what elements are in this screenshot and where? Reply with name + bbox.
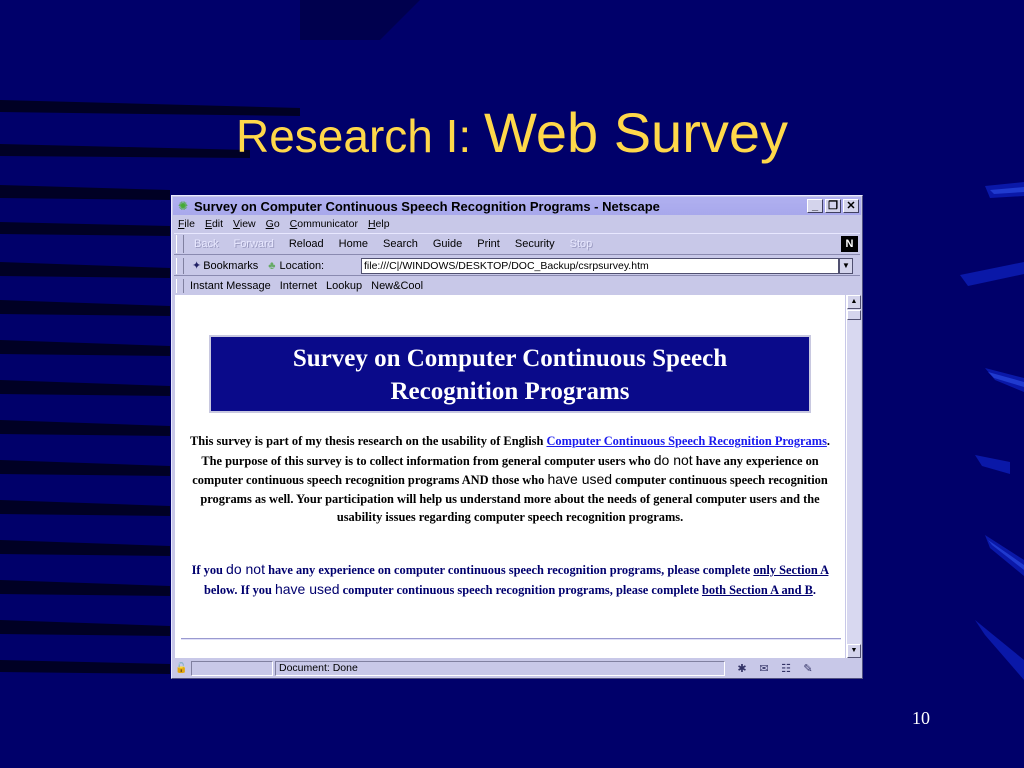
instr-text-e: . (812, 582, 816, 597)
menu-edit[interactable]: Edit (204, 218, 224, 230)
restore-button[interactable]: ❐ (825, 199, 841, 213)
component-bar (731, 662, 819, 675)
menu-help[interactable]: Help (367, 218, 390, 230)
search-button[interactable]: Search (383, 238, 418, 250)
instr-text-a: If you (191, 563, 227, 577)
intro-have-used: have used (547, 471, 613, 487)
home-button[interactable]: Home (338, 238, 369, 250)
personal-toolbar (174, 277, 860, 294)
horizontal-rule (181, 638, 841, 640)
instr-have-used: have used (274, 580, 340, 597)
location-label: Location: (279, 259, 325, 272)
toolbar-grip[interactable] (176, 258, 184, 274)
banner-line-2: Recognition Programs (390, 378, 630, 405)
status-bar (174, 660, 860, 677)
back-button[interactable]: Back (194, 238, 219, 250)
intro-text-d: computer continuous speech recognition programs as well. Your participation will help us understand more about the needs of general computer users and the usability issues regarding computer speech recognition programs. (200, 473, 828, 524)
intro-text-c: have any experience on computer continuous speech recognition programs AND those who (192, 453, 819, 487)
security-button[interactable]: Security (514, 238, 555, 250)
instructions-paragraph (181, 560, 839, 599)
navigation-toolbar (174, 233, 860, 255)
instr-text-b: have any experience on computer continuous speech recognition programs, please complete (264, 563, 754, 577)
menu-go[interactable]: Go (265, 218, 280, 230)
only-section-a-text: only Section A (753, 563, 829, 577)
location-toolbar (174, 256, 860, 276)
personal-lookup[interactable]: Lookup (326, 279, 363, 292)
banner-line-1: Survey on Computer Continuous Speech (292, 345, 728, 372)
forward-button[interactable]: Forward (233, 238, 274, 250)
stop-button[interactable]: Stop (569, 238, 593, 250)
menu-view[interactable]: View (233, 218, 256, 230)
toolbar-grip[interactable] (176, 235, 184, 253)
toolbar-grip[interactable] (176, 279, 184, 293)
page-content (175, 295, 845, 658)
speech-recognition-link[interactable]: Computer Continuous Speech Recognition Programs (546, 434, 827, 448)
composer-icon[interactable]: ✎ (803, 663, 813, 675)
print-button[interactable]: Print (477, 238, 500, 250)
location-dropdown-icon[interactable]: ▼ (839, 258, 853, 274)
menu-file[interactable]: File (178, 218, 195, 230)
both-sections-text: both Section A and B (701, 582, 813, 597)
scroll-thumb[interactable] (847, 310, 861, 320)
netscape-app-icon: ✺ (177, 199, 189, 213)
survey-title-banner (209, 335, 811, 413)
newsgroups-icon[interactable]: ☷ (781, 663, 791, 675)
scroll-down-icon[interactable]: ▼ (847, 644, 861, 658)
instr-text-d: computer continuous speech recognition programs, please complete (339, 582, 702, 597)
slide-title-main: Web Survey (484, 101, 788, 164)
vertical-scrollbar[interactable] (846, 295, 861, 658)
bookmarks-icon: ✦ (192, 260, 202, 272)
security-lock-icon[interactable]: 🔓 (175, 663, 188, 674)
location-url-input[interactable]: file:///C|/WINDOWS/DESKTOP/DOC_Backup/csrpsurvey.htm (361, 258, 839, 274)
minimize-button[interactable]: _ (807, 199, 823, 213)
intro-do-not: do not (653, 451, 693, 468)
progress-cell (191, 661, 273, 676)
close-button[interactable]: ✕ (843, 199, 859, 213)
location-icon: ♣ (268, 259, 276, 272)
mail-icon[interactable]: ✉ (759, 663, 769, 675)
navigator-icon[interactable]: ✱ (737, 663, 747, 675)
guide-button[interactable]: Guide (432, 238, 463, 250)
netscape-logo-icon: N (841, 236, 858, 252)
intro-paragraph (181, 432, 839, 527)
intro-text-a: This survey is part of my thesis research on the usability of English (189, 434, 547, 448)
window-titlebar[interactable] (173, 197, 861, 215)
slide-title (0, 100, 1024, 165)
personal-new-cool[interactable]: New&Cool (371, 279, 424, 292)
browser-window (171, 195, 863, 679)
status-message: Document: Done (275, 661, 725, 676)
personal-internet[interactable]: Internet (279, 279, 318, 292)
intro-text-b: . The purpose of this survey is to collect information from general computer users who (201, 434, 830, 468)
menu-communicator[interactable]: Communicator (289, 218, 358, 230)
personal-instant-message[interactable]: Instant Message (190, 279, 271, 292)
scroll-up-icon[interactable]: ▲ (847, 295, 861, 309)
slide-title-prefix: Research I: (236, 110, 484, 162)
window-title: Survey on Computer Continuous Speech Recognition Programs - Netscape (194, 198, 660, 214)
instr-do-not: do not (226, 561, 265, 577)
instr-text-c: below. If you (204, 582, 275, 597)
menu-bar (174, 216, 860, 232)
reload-button[interactable]: Reload (288, 238, 324, 250)
bookmarks-button[interactable]: Bookmarks (203, 259, 259, 272)
slide-page-number: 10 (912, 708, 930, 728)
